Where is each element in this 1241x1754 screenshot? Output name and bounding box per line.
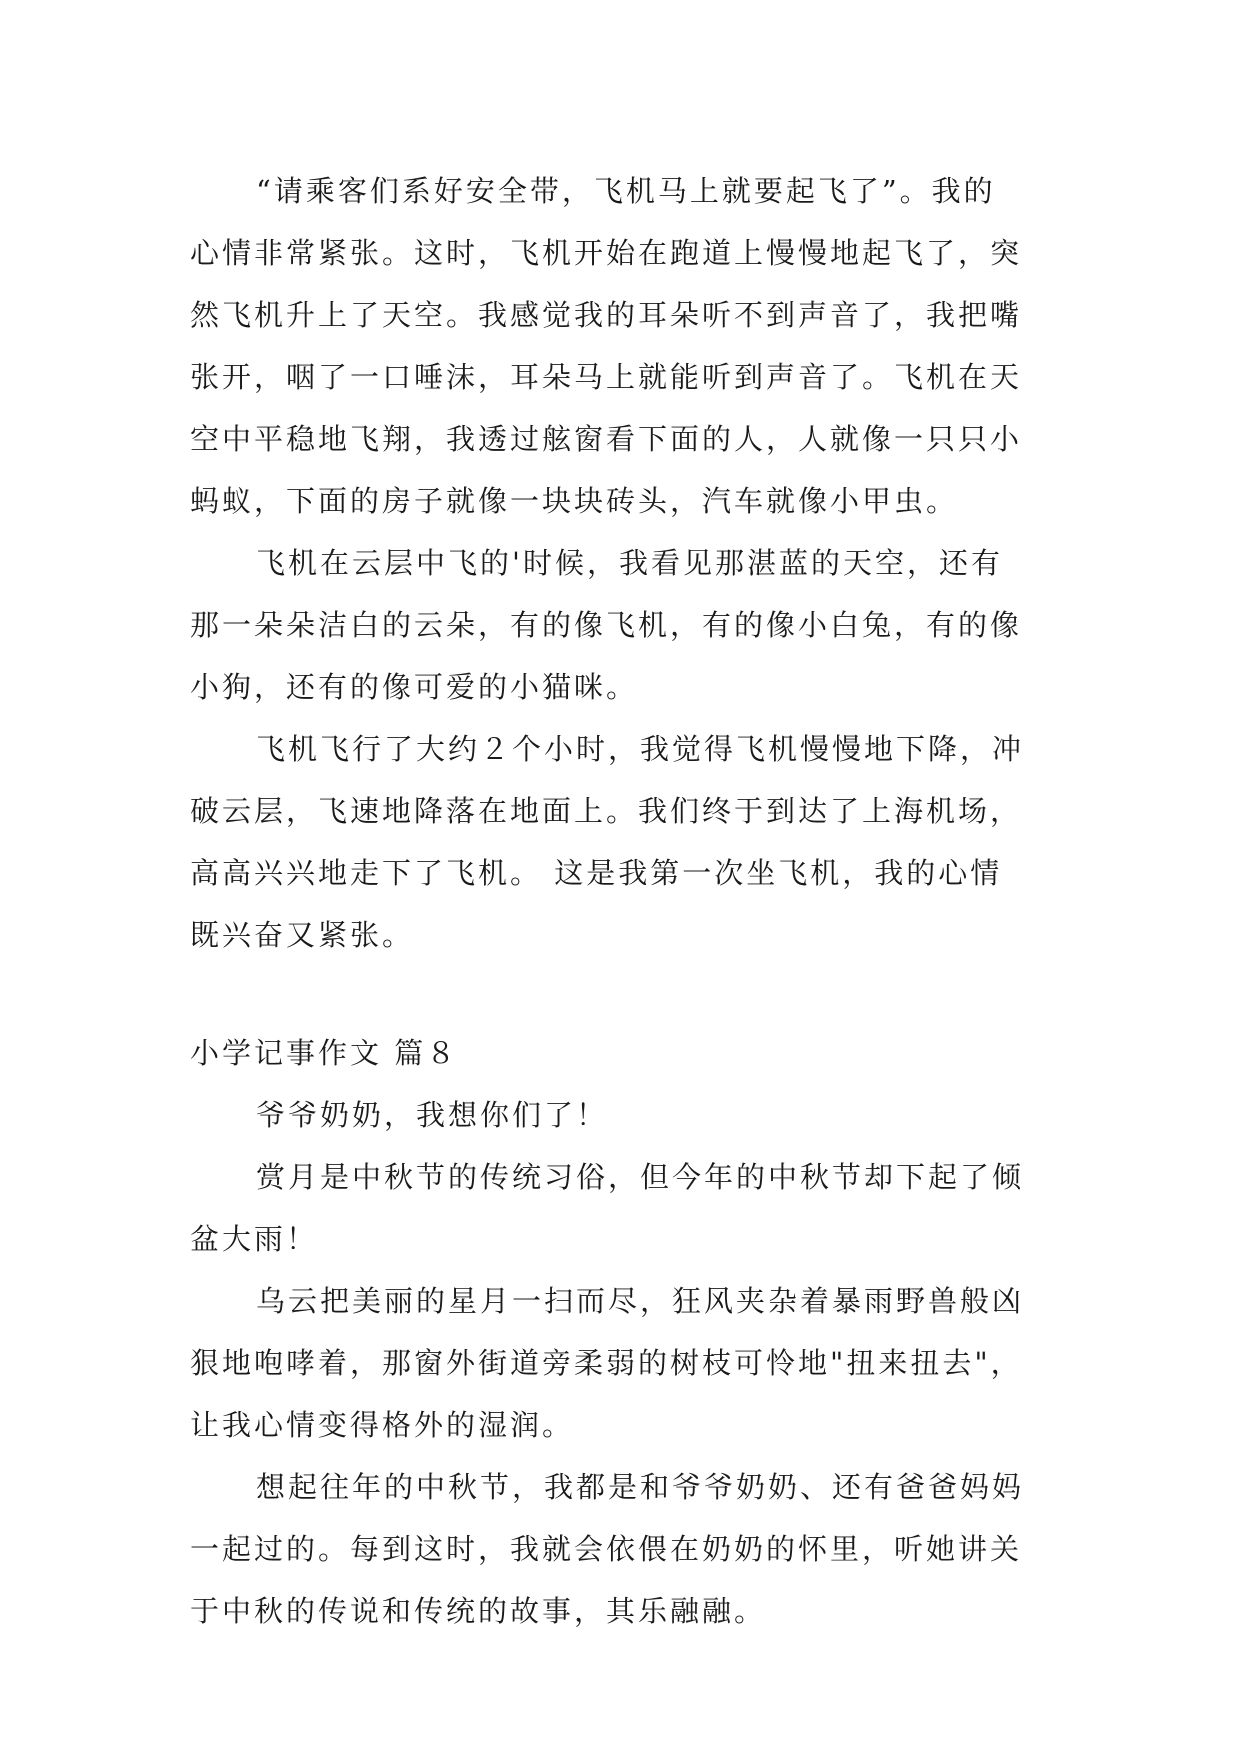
text-line: 既兴奋又紧张。 xyxy=(190,918,415,952)
text-line: 让我心情变得格外的湿润。 xyxy=(190,1408,575,1442)
paragraph-mid-autumn-rain xyxy=(190,1146,1060,1270)
text-line: 于中秋的传说和传统的故事，其乐融融。 xyxy=(190,1594,767,1628)
article-two xyxy=(190,1022,1060,1642)
text-line: 小狗，还有的像可爱的小猫咪。 xyxy=(190,670,639,704)
text-line: 高高兴兴地走下了飞机。 这是我第一次坐飞机，我的心情 xyxy=(190,856,1003,890)
text-line: “请乘客们系好安全带，飞机马上就要起飞了”。我的 xyxy=(256,174,996,208)
section-title: 小学记事作文 篇８ xyxy=(190,1036,459,1070)
article-one xyxy=(190,160,1060,966)
text-line: 心情非常紧张。这时，飞机开始在跑道上慢慢地起飞了，突 xyxy=(190,236,1023,270)
text-line: 然飞机升上了天空。我感觉我的耳朵听不到声音了，我把嘴 xyxy=(190,298,1023,332)
text-line: 空中平稳地飞翔，我透过舷窗看下面的人，人就像一只只小 xyxy=(190,422,1023,456)
paragraph-storm xyxy=(190,1270,1060,1456)
paragraph-memories xyxy=(190,1456,1060,1642)
text-line: 赏月是中秋节的传统习俗，但今年的中秋节却下起了倾 xyxy=(256,1160,1025,1194)
text-line: 破云层，飞速地降落在地面上。我们终于到达了上海机场， xyxy=(190,794,1023,828)
text-line: 飞机在云层中飞的'时候，我看见那湛蓝的天空，还有 xyxy=(256,546,1003,580)
text-line: 张开，咽了一口唾沫，耳朵马上就能听到声音了。飞机在天 xyxy=(190,360,1023,394)
paragraph-airplane-takeoff xyxy=(190,160,1060,532)
text-line: 一起过的。每到这时，我就会依偎在奶奶的怀里，听她讲关 xyxy=(190,1532,1023,1566)
text-line: 蚂蚁，下面的房子就像一块块砖头，汽车就像小甲虫。 xyxy=(190,484,959,518)
paragraph-clouds xyxy=(190,532,1060,718)
text-line: 想起往年的中秋节，我都是和爷爷奶奶、还有爸爸妈妈 xyxy=(256,1470,1025,1504)
text-line: 乌云把美丽的星月一扫而尽，狂风夹杂着暴雨野兽般凶 xyxy=(256,1284,1025,1318)
text-line: 爷爷奶奶，我想你们了！ xyxy=(256,1098,609,1132)
text-line: 那一朵朵洁白的云朵，有的像飞机，有的像小白兔，有的像 xyxy=(190,608,1023,642)
document-page xyxy=(190,160,1060,1642)
text-line: 飞机飞行了大约２个小时，我觉得飞机慢慢地下降，冲 xyxy=(256,732,1025,766)
paragraph-greeting xyxy=(190,1084,1060,1146)
text-line: 狠地咆哮着，那窗外街道旁柔弱的树枝可怜地"扭来扭去"， xyxy=(190,1346,1023,1380)
paragraph-landing xyxy=(190,718,1060,966)
text-line: 盆大雨！ xyxy=(190,1222,319,1256)
